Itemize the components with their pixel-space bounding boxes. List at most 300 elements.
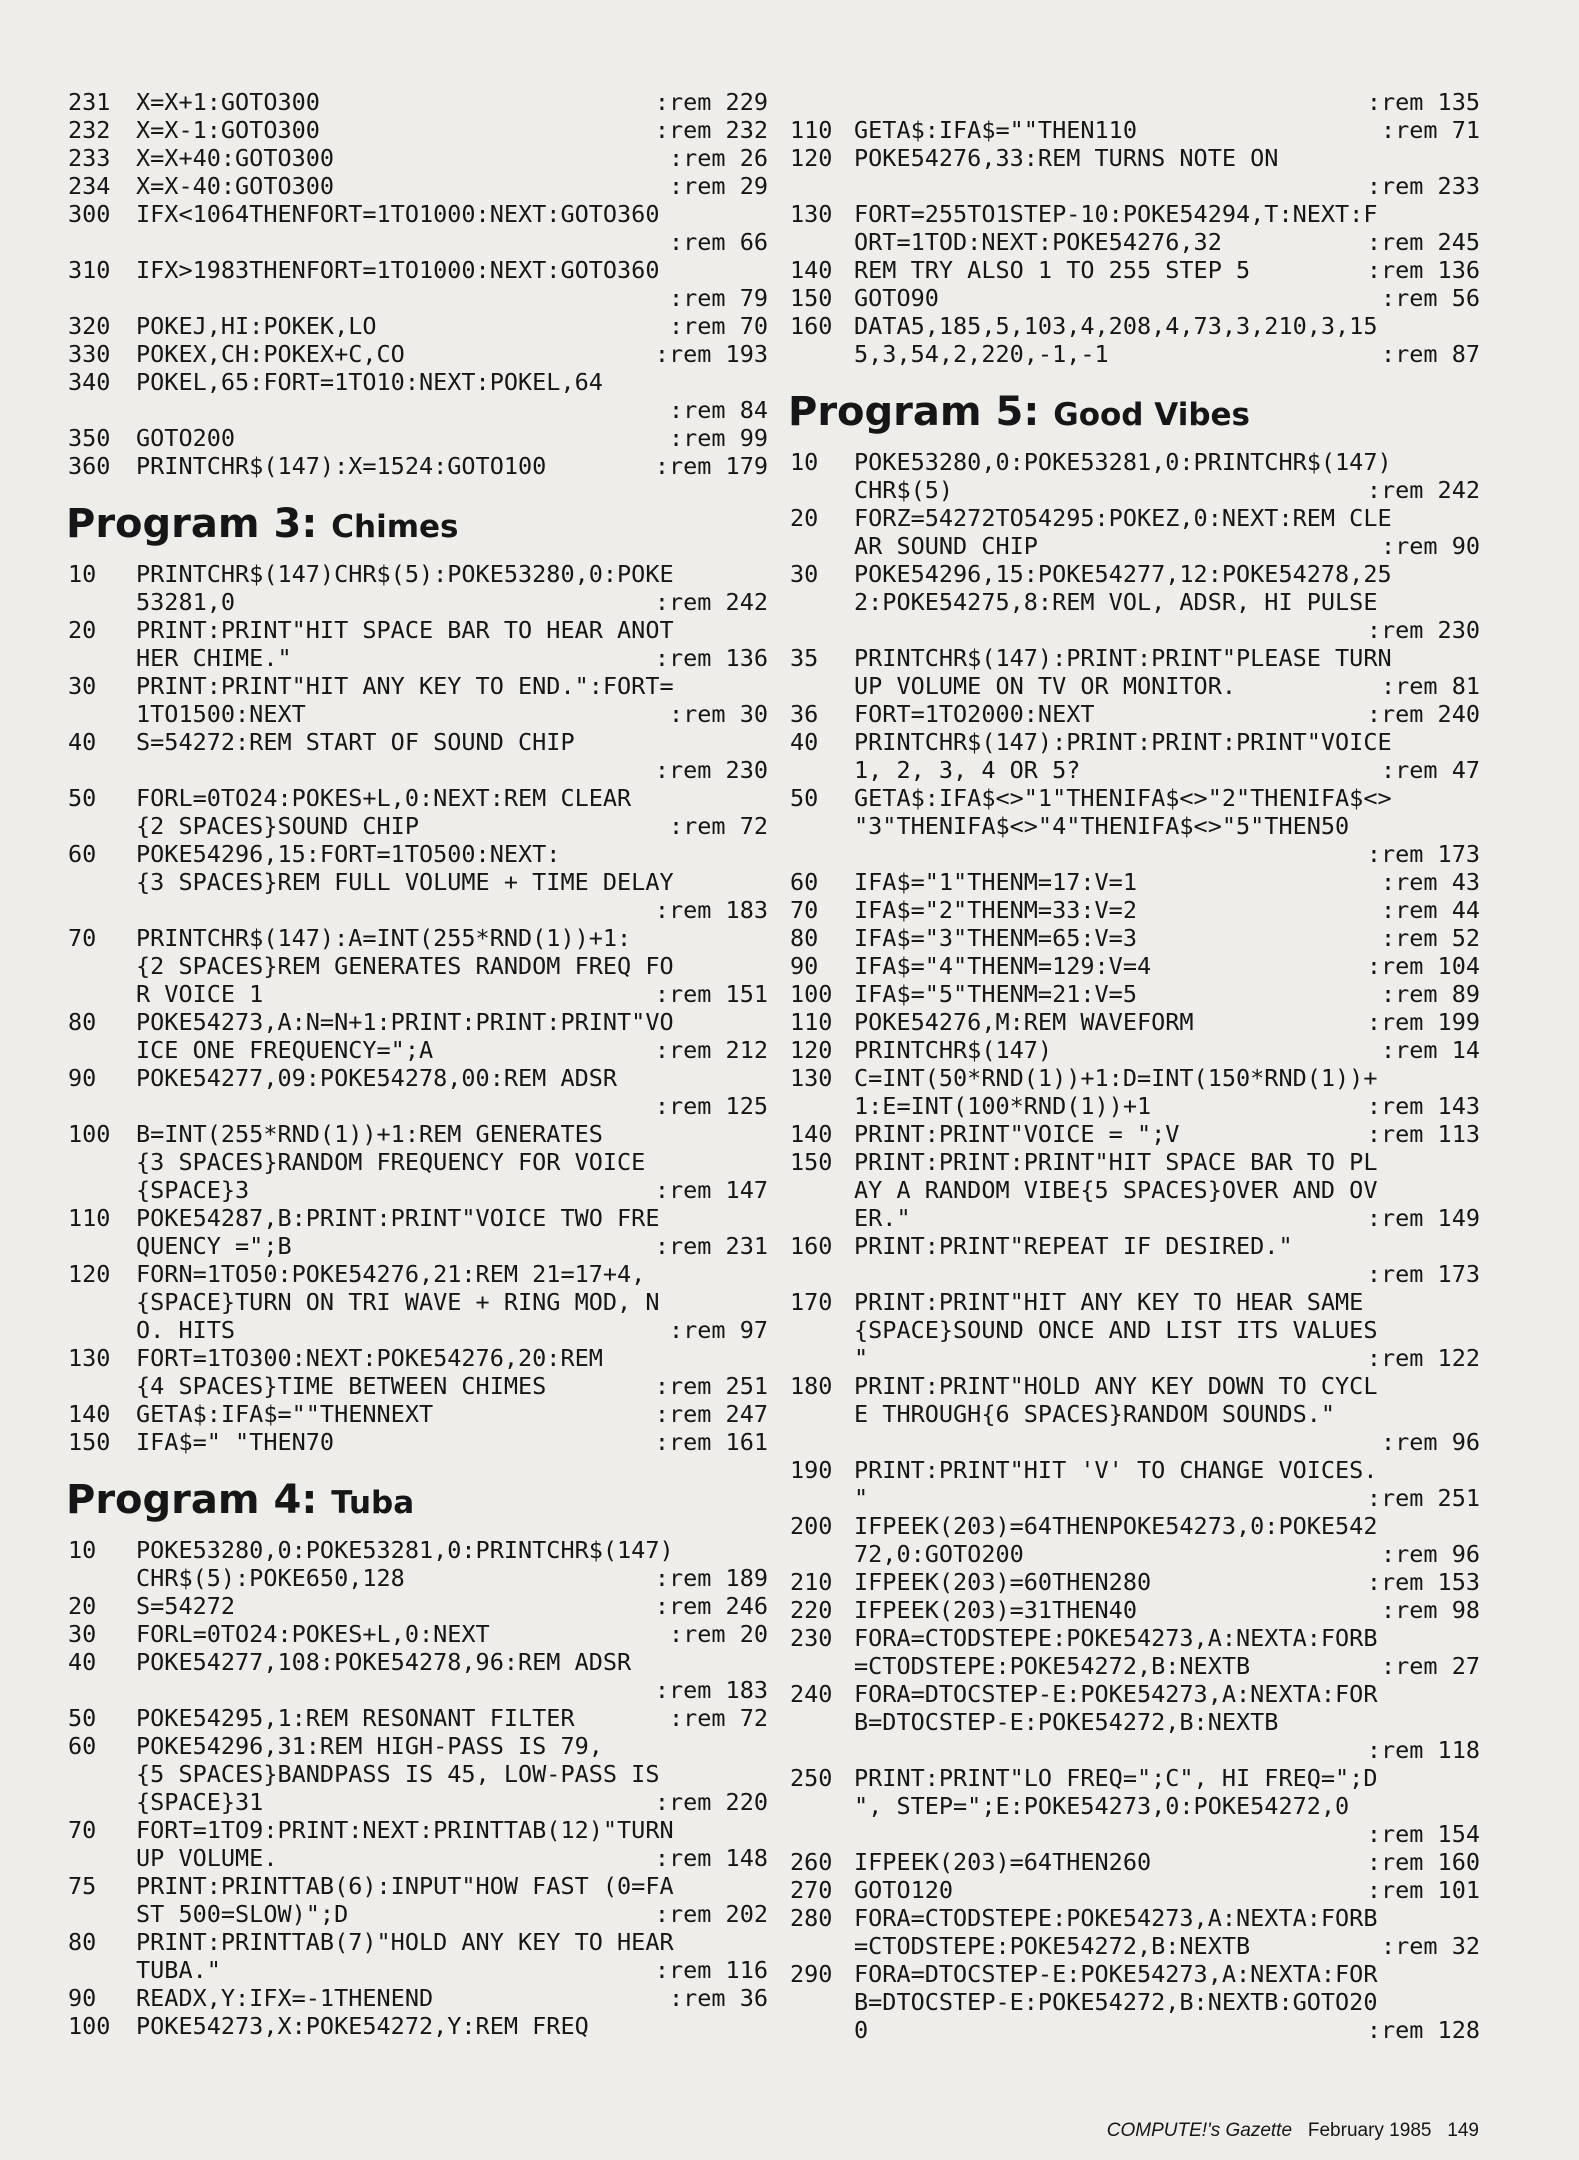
code-line <box>790 1148 1480 1176</box>
code-line <box>790 728 1480 756</box>
code-text: POKE54273,A:N=N+1:PRINT:PRINT:PRINT"VO <box>136 1008 674 1036</box>
code-text: IFPEEK(203)=64THEN260 <box>854 1848 1152 1876</box>
line-number: 50 <box>790 784 819 812</box>
code-line <box>68 1592 768 1620</box>
line-number: 130 <box>790 1064 833 1092</box>
code-text: CHR$(5):POKE650,128 <box>136 1564 405 1592</box>
code-text: PRINT:PRINT:PRINT"HIT SPACE BAR TO PL <box>854 1148 1378 1176</box>
code-text: POKE54296,15:POKE54277,12:POKE54278,25 <box>854 560 1392 588</box>
code-line <box>68 1316 768 1344</box>
code-text: E THROUGH{6 SPACES}RANDOM SOUNDS." <box>854 1400 1336 1428</box>
line-number: 100 <box>68 2012 111 2040</box>
code-line <box>790 1176 1480 1204</box>
code-text: CHR$(5) <box>854 476 954 504</box>
code-text: POKE54276,33:REM TURNS NOTE ON <box>854 144 1279 172</box>
code-line <box>68 1064 768 1092</box>
checksum-rem: :rem 30 <box>668 700 768 728</box>
code-text: {SPACE}TURN ON TRI WAVE + RING MOD, N <box>136 1288 660 1316</box>
code-line <box>790 1680 1480 1708</box>
line-number: 120 <box>68 1260 111 1288</box>
code-text: C=INT(50*RND(1))+1:D=INT(150*RND(1))+ <box>854 1064 1378 1092</box>
checksum-rem: :rem 81 <box>1380 672 1480 700</box>
checksum-rem: :rem 118 <box>1366 1736 1480 1764</box>
code-line <box>790 1036 1480 1064</box>
line-number: 150 <box>68 1428 111 1456</box>
code-text: FORA=CTODSTEPE:POKE54273,A:NEXTA:FORB <box>854 1624 1378 1652</box>
code-line <box>68 700 768 728</box>
line-number: 110 <box>790 116 833 144</box>
code-line <box>790 1316 1480 1344</box>
line-number: 60 <box>68 840 97 868</box>
code-line <box>68 560 768 588</box>
code-line <box>790 896 1480 924</box>
line-number: 320 <box>68 312 111 340</box>
checksum-rem: :rem 27 <box>1380 1652 1480 1680</box>
code-text: PRINTCHR$(147) <box>854 1036 1053 1064</box>
footer-page-number: 149 <box>1447 2120 1479 2141</box>
checksum-rem: :rem 229 <box>654 88 768 116</box>
code-line <box>68 1732 768 1760</box>
code-line <box>790 1764 1480 1792</box>
code-line <box>790 340 1480 368</box>
code-line <box>790 1372 1480 1400</box>
code-line <box>790 1568 1480 1596</box>
code-line <box>68 2012 768 2040</box>
line-number: 234 <box>68 172 111 200</box>
code-text: IFPEEK(203)=31THEN40 <box>854 1596 1137 1624</box>
left-column <box>68 88 768 2040</box>
program-heading-label: Program 4: <box>66 1477 318 1523</box>
line-number: 233 <box>68 144 111 172</box>
checksum-rem: :rem 230 <box>1366 616 1480 644</box>
line-number: 20 <box>790 504 819 532</box>
code-text: POKE53280,0:POKE53281,0:PRINTCHR$(147) <box>854 448 1392 476</box>
footer-date: February 1985 <box>1307 2120 1432 2141</box>
code-text: B=DTOCSTEP-E:POKE54272,B:NEXTB:GOTO20 <box>854 1988 1378 2016</box>
code-text: GETA$:IFA$<>"1"THENIFA$<>"2"THENIFA$<> <box>854 784 1392 812</box>
code-line <box>68 1036 768 1064</box>
line-number: 80 <box>68 1928 97 1956</box>
checksum-rem: :rem 147 <box>654 1176 768 1204</box>
code-text: HER CHIME." <box>136 644 292 672</box>
code-text: {3 SPACES}REM FULL VOLUME + TIME DELAY <box>136 868 674 896</box>
line-number: 80 <box>68 1008 97 1036</box>
code-line <box>68 396 768 424</box>
code-text: FORT=255TO1STEP-10:POKE54294,T:NEXT:F <box>854 200 1378 228</box>
code-line <box>68 952 768 980</box>
code-text: PRINTCHR$(147):PRINT:PRINT"PLEASE TURN <box>854 644 1392 672</box>
line-number: 80 <box>790 924 819 952</box>
code-line <box>790 1120 1480 1148</box>
line-number: 200 <box>790 1512 833 1540</box>
code-text: IFX<1064THENFORT=1TO1000:NEXT:GOTO360 <box>136 200 660 228</box>
code-line <box>790 952 1480 980</box>
code-text: PRINT:PRINT"HIT ANY KEY TO HEAR SAME <box>854 1288 1364 1316</box>
code-line <box>790 1484 1480 1512</box>
page-footer <box>1107 2120 1479 2142</box>
code-line <box>68 896 768 924</box>
code-line <box>790 1064 1480 1092</box>
code-line <box>790 448 1480 476</box>
code-line <box>790 1988 1480 2016</box>
code-line <box>68 1536 768 1564</box>
code-text: AY A RANDOM VIBE{5 SPACES}OVER AND OV <box>854 1176 1378 1204</box>
code-line <box>790 1428 1480 1456</box>
line-number: 36 <box>790 700 819 728</box>
line-number: 280 <box>790 1904 833 1932</box>
code-line <box>68 1984 768 2012</box>
code-text: {2 SPACES}SOUND CHIP <box>136 812 419 840</box>
code-text: PRINT:PRINT"HIT ANY KEY TO END.":FORT= <box>136 672 674 700</box>
checksum-rem: :rem 96 <box>1380 1540 1480 1568</box>
code-line <box>790 560 1480 588</box>
code-text: POKE54273,X:POKE54272,Y:REM FREQ <box>136 2012 589 2040</box>
code-text: FORA=CTODSTEPE:POKE54273,A:NEXTA:FORB <box>854 1904 1378 1932</box>
code-line <box>790 1540 1480 1568</box>
checksum-rem: :rem 173 <box>1366 840 1480 868</box>
code-line <box>68 1900 768 1928</box>
code-text: PRINT:PRINTTAB(7)"HOLD ANY KEY TO HEAR <box>136 1928 674 1956</box>
code-line <box>68 1844 768 1872</box>
code-line <box>68 924 768 952</box>
line-number: 120 <box>790 144 833 172</box>
code-text: POKE54295,1:REM RESONANT FILTER <box>136 1704 575 1732</box>
code-text: POKE54277,09:POKE54278,00:REM ADSR <box>136 1064 618 1092</box>
code-line <box>68 88 768 116</box>
code-line <box>68 256 768 284</box>
line-number: 10 <box>790 448 819 476</box>
checksum-rem: :rem 87 <box>1380 340 1480 368</box>
code-line <box>790 1652 1480 1680</box>
line-number: 10 <box>68 1536 97 1564</box>
checksum-rem: :rem 149 <box>1366 1204 1480 1232</box>
checksum-rem: :rem 136 <box>654 644 768 672</box>
line-number: 50 <box>68 1704 97 1732</box>
code-line <box>790 1008 1480 1036</box>
checksum-rem: :rem 220 <box>654 1788 768 1816</box>
code-line <box>68 812 768 840</box>
line-number: 270 <box>790 1876 833 1904</box>
checksum-rem: :rem 70 <box>668 312 768 340</box>
code-text: FORA=DTOCSTEP-E:POKE54273,A:NEXTA:FOR <box>854 1680 1378 1708</box>
line-number: 170 <box>790 1288 833 1316</box>
code-line <box>68 452 768 480</box>
code-text: {3 SPACES}RANDOM FREQUENCY FOR VOICE <box>136 1148 646 1176</box>
code-line <box>790 1736 1480 1764</box>
code-line <box>790 840 1480 868</box>
code-text: {SPACE}31 <box>136 1788 264 1816</box>
line-number: 350 <box>68 424 111 452</box>
code-line <box>790 1820 1480 1848</box>
line-number: 100 <box>68 1120 111 1148</box>
line-number: 70 <box>68 1816 97 1844</box>
code-line <box>68 1092 768 1120</box>
line-number: 230 <box>790 1624 833 1652</box>
code-line <box>790 1092 1480 1120</box>
code-text: IFA$="1"THENM=17:V=1 <box>854 868 1137 896</box>
code-text: " <box>854 1344 869 1372</box>
code-text: GOTO200 <box>136 424 236 452</box>
checksum-rem: :rem 20 <box>668 1620 768 1648</box>
program-heading <box>66 494 768 554</box>
code-text: ", STEP=";E:POKE54273,0:POKE54272,0 <box>854 1792 1350 1820</box>
checksum-rem: :rem 96 <box>1380 1428 1480 1456</box>
checksum-rem: :rem 72 <box>668 1704 768 1732</box>
code-line <box>790 980 1480 1008</box>
checksum-rem: :rem 179 <box>654 452 768 480</box>
checksum-rem: :rem 71 <box>1380 116 1480 144</box>
code-text: 1, 2, 3, 4 OR 5? <box>854 756 1081 784</box>
code-text: PRINT:PRINT"HIT SPACE BAR TO HEAR ANOT <box>136 616 674 644</box>
code-text: 2:POKE54275,8:REM VOL, ADSR, HI PULSE <box>854 588 1378 616</box>
line-number: 160 <box>790 1232 833 1260</box>
line-number: 250 <box>790 1764 833 1792</box>
program-heading-title: Chimes <box>331 509 459 545</box>
code-text: 53281,0 <box>136 588 236 616</box>
line-number: 90 <box>68 1984 97 2012</box>
code-text: AR SOUND CHIP <box>854 532 1038 560</box>
code-line <box>68 588 768 616</box>
code-line <box>790 924 1480 952</box>
checksum-rem: :rem 84 <box>668 396 768 424</box>
line-number: 150 <box>790 1148 833 1176</box>
code-line <box>790 1932 1480 1960</box>
code-text: 72,0:GOTO200 <box>854 1540 1024 1568</box>
line-number: 210 <box>790 1568 833 1596</box>
code-line <box>68 1676 768 1704</box>
code-line <box>68 1400 768 1428</box>
checksum-rem: :rem 148 <box>654 1844 768 1872</box>
code-text: IFX>1983THENFORT=1TO1000:NEXT:GOTO360 <box>136 256 660 284</box>
code-line <box>790 2016 1480 2044</box>
checksum-rem: :rem 44 <box>1380 896 1480 924</box>
code-line <box>790 172 1480 200</box>
code-line <box>68 1648 768 1676</box>
checksum-rem: :rem 72 <box>668 812 768 840</box>
code-text: X=X-40:GOTO300 <box>136 172 335 200</box>
code-text: IFA$="4"THENM=129:V=4 <box>854 952 1152 980</box>
line-number: 290 <box>790 1960 833 1988</box>
code-line <box>68 1288 768 1316</box>
code-text: ST 500=SLOW)";D <box>136 1900 349 1928</box>
code-line <box>68 172 768 200</box>
footer-magazine: COMPUTE!'s Gazette <box>1106 2120 1293 2141</box>
line-number: 90 <box>790 952 819 980</box>
code-line <box>68 868 768 896</box>
code-text: IFA$="2"THENM=33:V=2 <box>854 896 1137 924</box>
line-number: 360 <box>68 452 111 480</box>
code-line <box>68 1704 768 1732</box>
line-number: 40 <box>790 728 819 756</box>
code-text: PRINTCHR$(147):PRINT:PRINT:PRINT"VOICE <box>854 728 1392 756</box>
code-line <box>68 1372 768 1400</box>
code-line <box>68 1232 768 1260</box>
code-line <box>790 1344 1480 1372</box>
line-number: 140 <box>790 1120 833 1148</box>
code-text: FORZ=54272TO54295:POKEZ,0:NEXT:REM CLE <box>854 504 1392 532</box>
line-number: 150 <box>790 284 833 312</box>
code-text: ER." <box>854 1204 911 1232</box>
code-line <box>68 1760 768 1788</box>
line-number: 140 <box>790 256 833 284</box>
code-text: B=INT(255*RND(1))+1:REM GENERATES <box>136 1120 603 1148</box>
code-text: X=X+40:GOTO300 <box>136 144 335 172</box>
code-line <box>790 616 1480 644</box>
code-line <box>790 756 1480 784</box>
line-number: 70 <box>68 924 97 952</box>
code-text: O. HITS <box>136 1316 236 1344</box>
checksum-rem: :rem 43 <box>1380 868 1480 896</box>
code-text: TUBA." <box>136 1956 221 1984</box>
code-text: B=DTOCSTEP-E:POKE54272,B:NEXTB <box>854 1708 1279 1736</box>
checksum-rem: :rem 122 <box>1366 1344 1480 1372</box>
checksum-rem: :rem 233 <box>1366 172 1480 200</box>
code-text: PRINT:PRINT"HOLD ANY KEY DOWN TO CYCL <box>854 1372 1378 1400</box>
code-text: REM TRY ALSO 1 TO 255 STEP 5 <box>854 256 1251 284</box>
code-line <box>790 812 1480 840</box>
code-line <box>68 840 768 868</box>
checksum-rem: :rem 173 <box>1366 1260 1480 1288</box>
line-number: 20 <box>68 616 97 644</box>
code-text: GOTO120 <box>854 1876 954 1904</box>
code-text: X=X+1:GOTO300 <box>136 88 320 116</box>
line-number: 160 <box>790 312 833 340</box>
code-line <box>790 784 1480 812</box>
line-number: 10 <box>68 560 97 588</box>
line-number: 100 <box>790 980 833 1008</box>
code-line <box>790 588 1480 616</box>
code-line <box>68 116 768 144</box>
checksum-rem: :rem 29 <box>668 172 768 200</box>
checksum-rem: :rem 242 <box>1366 476 1480 504</box>
code-text: S=54272 <box>136 1592 236 1620</box>
line-number: 35 <box>790 644 819 672</box>
code-text: PRINT:PRINT"LO FREQ=";C", HI FREQ=";D <box>854 1764 1378 1792</box>
code-line <box>790 1456 1480 1484</box>
code-line <box>68 1148 768 1176</box>
code-text: POKE54287,B:PRINT:PRINT"VOICE TWO FRE <box>136 1204 660 1232</box>
code-line <box>790 1960 1480 1988</box>
code-text: POKE54296,15:FORT=1TO500:NEXT: <box>136 840 561 868</box>
code-line <box>68 616 768 644</box>
code-line <box>790 1708 1480 1736</box>
code-line <box>68 312 768 340</box>
line-number: 300 <box>68 200 111 228</box>
code-line <box>790 228 1480 256</box>
code-text: IFA$="5"THENM=21:V=5 <box>854 980 1137 1008</box>
code-text: {SPACE}SOUND ONCE AND LIST ITS VALUES <box>854 1316 1378 1344</box>
code-line <box>790 476 1480 504</box>
checksum-rem: :rem 251 <box>654 1372 768 1400</box>
checksum-rem: :rem 125 <box>654 1092 768 1120</box>
right-column <box>790 88 1480 2044</box>
code-text: FORN=1TO50:POKE54276,21:REM 21=17+4, <box>136 1260 646 1288</box>
code-text: 1:E=INT(100*RND(1))+1 <box>854 1092 1152 1120</box>
line-number: 140 <box>68 1400 111 1428</box>
program-heading <box>788 382 1480 442</box>
code-line <box>790 700 1480 728</box>
checksum-rem: :rem 247 <box>654 1400 768 1428</box>
line-number: 40 <box>68 1648 97 1676</box>
checksum-rem: :rem 66 <box>668 228 768 256</box>
code-line <box>790 1232 1480 1260</box>
code-line <box>68 1176 768 1204</box>
checksum-rem: :rem 135 <box>1366 88 1480 116</box>
code-text: PRINT:PRINT"VOICE = ";V <box>854 1120 1180 1148</box>
code-line <box>790 1876 1480 1904</box>
checksum-rem: :rem 26 <box>668 144 768 172</box>
code-text: {5 SPACES}BANDPASS IS 45, LOW-PASS IS <box>136 1760 660 1788</box>
code-text: R VOICE 1 <box>136 980 264 1008</box>
code-line <box>68 1428 768 1456</box>
code-text: POKEJ,HI:POKEK,LO <box>136 312 377 340</box>
code-line <box>68 1788 768 1816</box>
code-line <box>68 1956 768 1984</box>
code-text: ICE ONE FREQUENCY=";A <box>136 1036 434 1064</box>
code-text: 0 <box>854 2016 869 2044</box>
checksum-rem: :rem 242 <box>654 588 768 616</box>
code-line <box>790 1512 1480 1540</box>
code-text: PRINT:PRINT"REPEAT IF DESIRED." <box>854 1232 1293 1260</box>
code-line <box>68 784 768 812</box>
code-text: UP VOLUME ON TV OR MONITOR. <box>854 672 1237 700</box>
code-text: FORT=1TO9:PRINT:NEXT:PRINTTAB(12)"TURN <box>136 1816 674 1844</box>
code-text: POKE54296,31:REM HIGH-PASS IS 79, <box>136 1732 603 1760</box>
program-heading-title: Tuba <box>331 1485 415 1521</box>
checksum-rem: :rem 136 <box>1366 256 1480 284</box>
code-line <box>68 756 768 784</box>
program-heading-title: Good Vibes <box>1053 397 1251 433</box>
code-line <box>68 644 768 672</box>
code-line <box>790 1288 1480 1316</box>
code-line <box>68 672 768 700</box>
code-text: POKEL,65:FORT=1TO10:NEXT:POKEL,64 <box>136 368 603 396</box>
checksum-rem: :rem 97 <box>668 1316 768 1344</box>
checksum-rem: :rem 98 <box>1380 1596 1480 1624</box>
code-line <box>68 1564 768 1592</box>
checksum-rem: :rem 231 <box>654 1232 768 1260</box>
checksum-rem: :rem 90 <box>1380 532 1480 560</box>
code-text: IFA$="3"THENM=65:V=3 <box>854 924 1137 952</box>
code-text: S=54272:REM START OF SOUND CHIP <box>136 728 575 756</box>
code-text: ORT=1TOD:NEXT:POKE54276,32 <box>854 228 1222 256</box>
code-text: QUENCY =";B <box>136 1232 292 1260</box>
code-text: PRINTCHR$(147):A=INT(255*RND(1))+1: <box>136 924 632 952</box>
checksum-rem: :rem 212 <box>654 1036 768 1064</box>
checksum-rem: :rem 161 <box>654 1428 768 1456</box>
code-text: 5,3,54,2,220,-1,-1 <box>854 340 1109 368</box>
checksum-rem: :rem 32 <box>1380 1932 1480 1960</box>
code-line <box>790 1848 1480 1876</box>
checksum-rem: :rem 47 <box>1380 756 1480 784</box>
code-line <box>790 504 1480 532</box>
code-line <box>68 1816 768 1844</box>
code-line <box>790 284 1480 312</box>
code-line <box>790 312 1480 340</box>
checksum-rem: :rem 183 <box>654 896 768 924</box>
code-line <box>790 672 1480 700</box>
code-text: 1TO1500:NEXT <box>136 700 306 728</box>
line-number: 110 <box>68 1204 111 1232</box>
code-line <box>68 1344 768 1372</box>
code-text: PRINTCHR$(147)CHR$(5):POKE53280,0:POKE <box>136 560 674 588</box>
line-number: 90 <box>68 1064 97 1092</box>
checksum-rem: :rem 240 <box>1366 700 1480 728</box>
line-number: 260 <box>790 1848 833 1876</box>
line-number: 232 <box>68 116 111 144</box>
line-number: 120 <box>790 1036 833 1064</box>
checksum-rem: :rem 52 <box>1380 924 1480 952</box>
